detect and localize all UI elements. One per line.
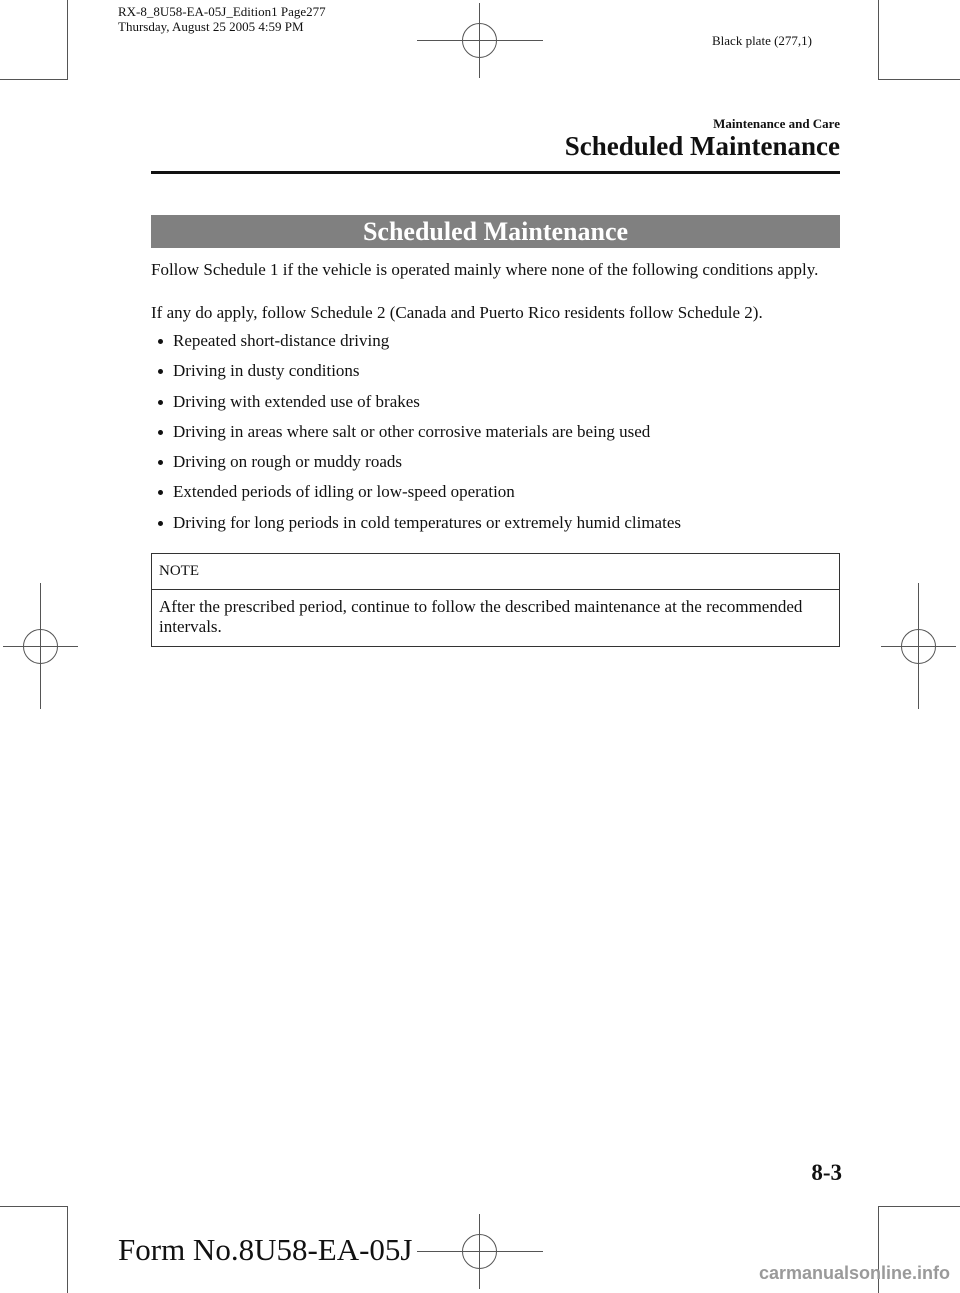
schedule-2-paragraph: If any do apply, follow Schedule 2 (Canada and Puerto Rico residents follow Schedule 2). <box>151 303 763 322</box>
bullet-icon <box>158 460 163 465</box>
bullet-icon <box>158 339 163 344</box>
bullet-icon <box>158 521 163 526</box>
list-item: Driving in areas where salt or other corrosive materials are being used <box>158 422 838 452</box>
note-text: After the prescribed period, continue to follow the described maintenance at the recommended intervals. <box>159 597 803 636</box>
list-item: Driving with extended use of brakes <box>158 392 838 422</box>
plate-label: Black plate (277,1) <box>712 33 812 48</box>
header-rule <box>151 171 840 174</box>
list-item: Driving on rough or muddy roads <box>158 452 838 482</box>
list-item: Repeated short-distance driving <box>158 331 838 361</box>
watermark[interactable]: carmanualsonline.info <box>758 1263 950 1283</box>
page-number: 8-3 <box>811 1160 842 1185</box>
conditions-list <box>158 331 838 543</box>
chapter-title: Maintenance and Care <box>713 116 840 131</box>
note-box <box>151 553 840 647</box>
slug-line-2: Thursday, August 25 2005 4:59 PM <box>118 19 304 34</box>
section-title: Scheduled Maintenance <box>564 131 840 161</box>
bullet-icon <box>158 369 163 374</box>
intro-paragraph: Follow Schedule 1 if the vehicle is operated mainly where none of the following conditions apply. <box>151 260 819 279</box>
print-slug <box>118 4 326 34</box>
note-label: NOTE <box>152 554 839 590</box>
bullet-icon <box>158 400 163 405</box>
slug-line-1: RX-8_8U58-EA-05J_Edition1 Page277 <box>118 4 326 19</box>
bullet-icon <box>158 430 163 435</box>
list-item: Driving in dusty conditions <box>158 361 838 391</box>
list-item: Driving for long periods in cold temperatures or extremely humid climates <box>158 513 838 543</box>
list-item: Extended periods of idling or low-speed operation <box>158 482 838 512</box>
bullet-icon <box>158 490 163 495</box>
form-number: Form No.8U58-EA-05J <box>118 1232 413 1267</box>
page-title-banner: Scheduled Maintenance <box>151 215 840 248</box>
